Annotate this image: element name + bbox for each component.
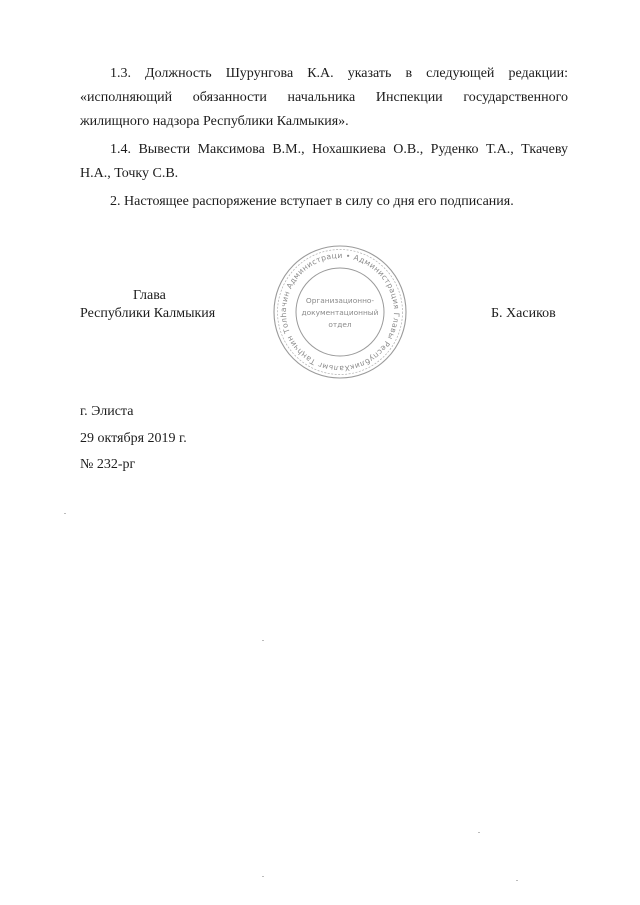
scan-speck: [262, 876, 264, 877]
paragraph-1-3: 1.3. Должность Шурунгова К.А. указать в следующей редакции: «исполняющий обязанности начальника Инспекции государственного жилищного надзора Республики Калмыкия».: [80, 66, 568, 129]
scan-speck: [478, 832, 480, 833]
stamp-inner-line-1: Организационно-: [305, 296, 375, 305]
paragraph-1-4: 1.4. Вывести Максимова В.М., Нохашкиева О.В., Руденко Т.А., Ткачеву Н.А., Точку С.В.: [80, 142, 568, 181]
signatory-organization: Республики Калмыкия: [80, 306, 216, 321]
signatory-name: Б. Хасиков: [491, 306, 556, 321]
official-stamp: [272, 244, 408, 380]
stamp-outer-text: Хальмг Таңһчин Толһачин Администраци • Администрация Главы Республики: [278, 250, 402, 374]
issue-date: 29 октября 2019 г.: [80, 431, 187, 446]
paragraph-2: 2. Настоящее распоряжение вступает в силу со дня его подписания.: [110, 194, 514, 209]
stamp-inner-line-2: документационный: [301, 308, 379, 317]
order-number: № 232-рг: [80, 457, 136, 472]
issue-city: г. Элиста: [80, 404, 134, 419]
stamp-inner-line-3: отдел: [328, 320, 352, 329]
scan-speck: [64, 513, 66, 514]
scan-speck: [516, 880, 518, 881]
scan-speck: [262, 640, 264, 641]
signatory-title: Глава: [133, 288, 166, 303]
